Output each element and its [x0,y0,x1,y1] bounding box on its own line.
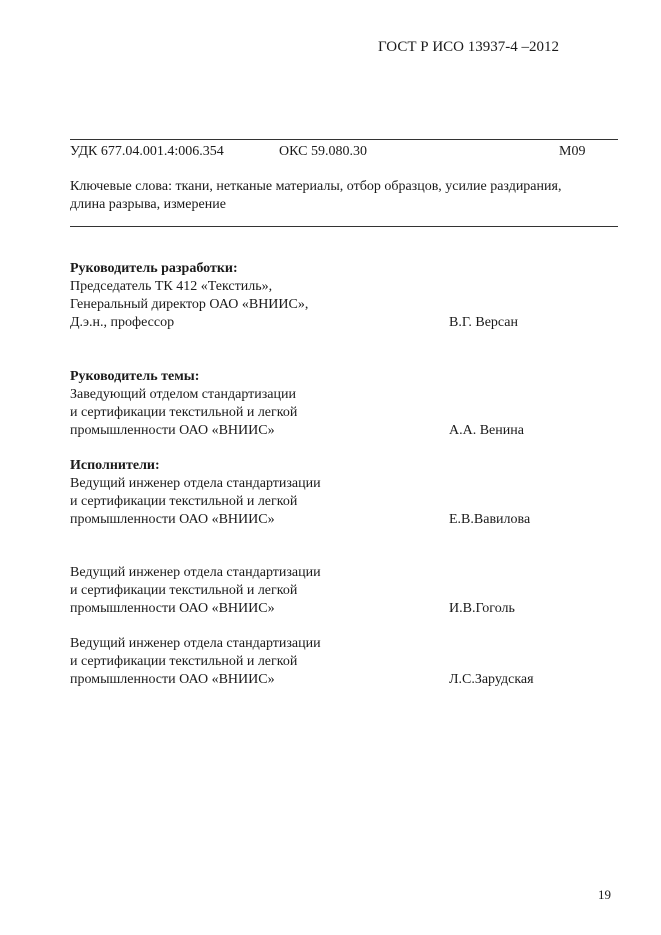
head-of-development-line-3: Д.э.н., профессор [70,315,175,330]
page-number: 19 [598,887,611,902]
executor-3-line-2: и сертификации текстильной и легкой [70,654,298,669]
classification-code: М09 [559,144,586,159]
top-divider [70,139,618,140]
head-of-topic-block [70,368,297,440]
head-of-topic-line-1: Заведующий отделом стандартизации [70,387,296,402]
head-of-topic-line-2: и сертификации текстильной и легкой [70,405,298,420]
executor-3-name: Л.С.Зарудская [449,672,534,687]
executors-block-3 [70,635,321,689]
head-of-topic-heading: Руководитель темы: [70,369,200,384]
head-of-development-heading: Руководитель разработки: [70,261,238,276]
executor-1-line-2: и сертификации текстильной и легкой [70,494,298,509]
executor-2-line-2: и сертификации текстильной и легкой [70,583,298,598]
keywords-line-1: Ключевые слова: ткани, нетканые материалы, отбор образцов, усилие раздирания, [70,179,562,194]
executors-block-1 [70,457,321,529]
head-of-topic-name: А.А. Венина [449,423,524,438]
executor-2-line-3: промышленности ОАО «ВНИИС» [70,601,275,616]
standard-code: ГОСТ Р ИСО 13937-4 –2012 [378,39,559,55]
executor-2-name: И.В.Гоголь [449,601,515,616]
head-of-development-block [70,260,308,332]
oks-code: ОКС 59.080.30 [279,144,367,159]
executors-heading: Исполнители: [70,458,160,473]
executors-block-2 [70,564,321,618]
bottom-divider [70,226,618,227]
head-of-development-name: В.Г. Версан [449,315,518,330]
executor-2-line-1: Ведущий инженер отдела стандартизации [70,565,321,580]
executor-1-name: Е.В.Вавилова [449,512,531,527]
keywords [70,178,620,214]
head-of-development-line-2: Генеральный директор ОАО «ВНИИС», [70,297,309,312]
head-of-topic-line-3: промышленности ОАО «ВНИИС» [70,423,275,438]
keywords-line-2: длина разрыва, измерение [70,197,226,212]
executor-1-line-1: Ведущий инженер отдела стандартизации [70,476,321,491]
udk-code: УДК 677.04.001.4:006.354 [70,144,224,159]
executor-1-line-3: промышленности ОАО «ВНИИС» [70,512,275,527]
executor-3-line-3: промышленности ОАО «ВНИИС» [70,672,275,687]
head-of-development-line-1: Председатель ТК 412 «Текстиль», [70,279,273,294]
executor-3-line-1: Ведущий инженер отдела стандартизации [70,636,321,651]
